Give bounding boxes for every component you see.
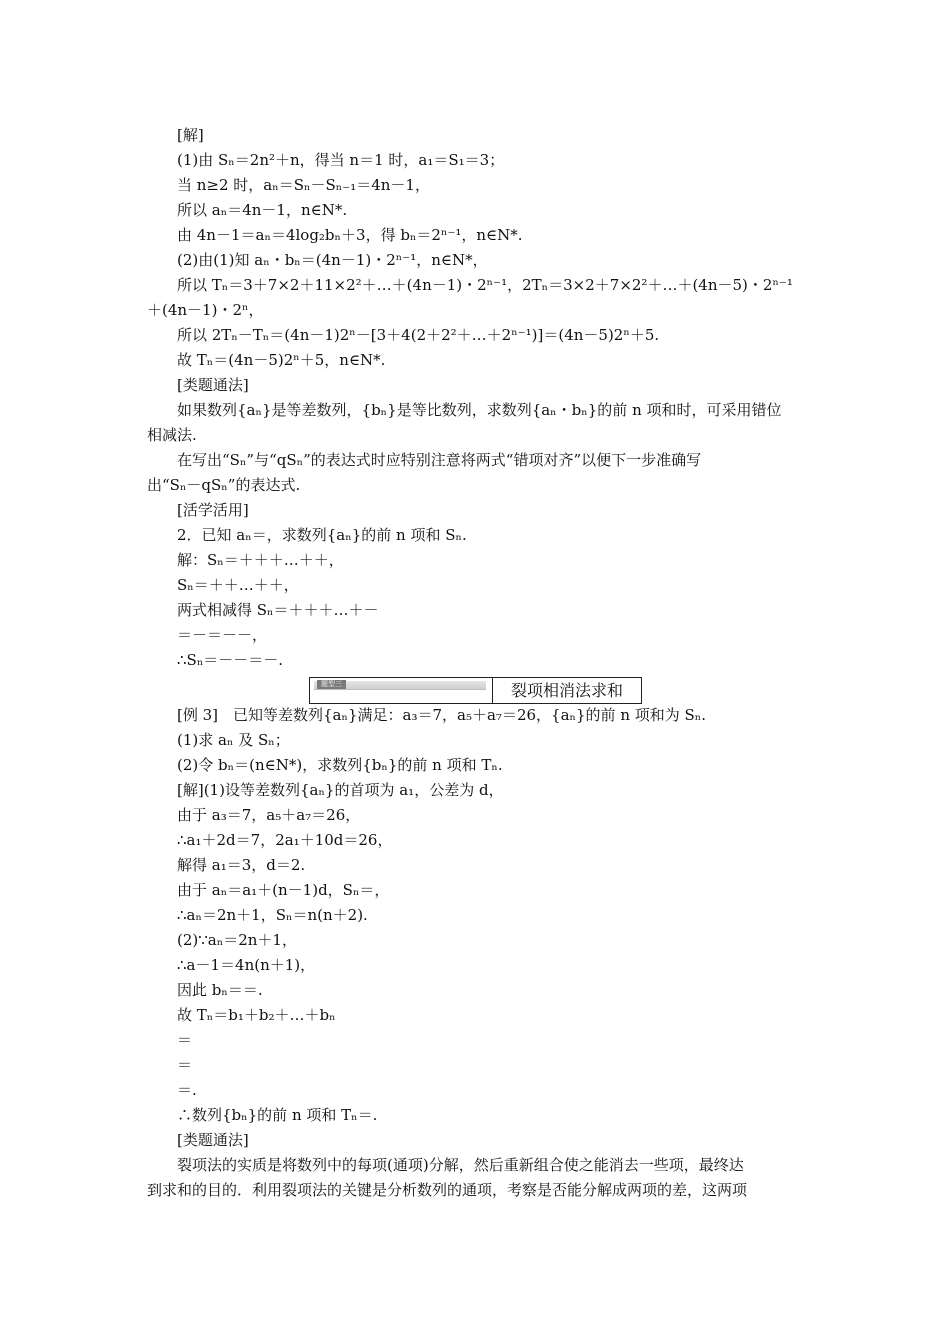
text-line: 由于 a₃＝7，a₅＋a₇＝26， bbox=[177, 806, 361, 824]
text-line: 解：Sₙ＝＋＋＋…＋＋， bbox=[177, 551, 344, 569]
text-line: (1)由 Sₙ＝2n²＋n，得当 n＝1 时，a₁＝S₁＝3； bbox=[177, 151, 505, 169]
section-tab-bar bbox=[314, 681, 486, 690]
text-line: ＝ bbox=[177, 1056, 193, 1074]
text-line: ∴数列{bₙ}的前 n 项和 Tₙ＝. bbox=[177, 1106, 378, 1124]
text-line: 出“Sₙ－qSₙ”的表达式. bbox=[147, 476, 301, 494]
text-line: 当 n≥2 时，aₙ＝Sₙ－Sₙ₋₁＝4n－1， bbox=[177, 176, 430, 194]
text-line: 故 Tₙ＝b₁＋b₂＋…＋bₙ bbox=[177, 1006, 336, 1024]
text-line: 由 4n－1＝aₙ＝4log₂bₙ＋3，得 bₙ＝2ⁿ⁻¹，n∈N*. bbox=[177, 226, 523, 244]
section-title: 裂项相消法求和 bbox=[510, 681, 623, 700]
text-line: 所以 aₙ＝4n－1，n∈N*. bbox=[177, 201, 348, 219]
text-line: 所以 2Tₙ－Tₙ＝(4n－1)2ⁿ－[3＋4(2＋2²＋…＋2ⁿ⁻¹)]＝(4n－5)2ⁿ＋5. bbox=[177, 326, 660, 344]
text-line: [类题通法] bbox=[177, 376, 249, 394]
text-line: [类题通法] bbox=[177, 1131, 249, 1149]
text-line: 故 Tₙ＝(4n－5)2ⁿ＋5，n∈N*. bbox=[177, 351, 386, 369]
text-line: Sₙ＝＋＋…＋＋， bbox=[177, 576, 299, 594]
text-line: ∴a₁＋2d＝7，2a₁＋10d＝26， bbox=[177, 831, 393, 849]
text-line: (2)令 bₙ＝(n∈N*)，求数列{bₙ}的前 n 项和 Tₙ. bbox=[177, 756, 503, 774]
text-line: [例 3] 已知等差数列{aₙ}满足：a₃＝7，a₅＋a₇＝26，{aₙ}的前 n 项和为 Sₙ. bbox=[177, 706, 707, 724]
text-line: 由于 aₙ＝a₁＋(n－1)d，Sₙ＝， bbox=[177, 881, 390, 899]
text-line: 到求和的目的．利用裂项法的关键是分析数列的通项，考察是否能分解成两项的差，这两项 bbox=[147, 1181, 748, 1199]
text-line: 2．已知 aₙ＝，求数列{aₙ}的前 n 项和 Sₙ. bbox=[177, 526, 467, 544]
text-line: 如果数列{aₙ}是等差数列，{bₙ}是等比数列，求数列{aₙ・bₙ}的前 n 项和时，可采用错位 bbox=[177, 401, 782, 419]
text-line: [解] bbox=[177, 126, 204, 144]
text-line: 两式相减得 Sₙ＝＋＋＋…＋－ bbox=[177, 601, 379, 619]
text-line: ∴aₙ＝2n＋1，Sₙ＝n(n＋2). bbox=[177, 906, 368, 924]
text-line: ∴Sₙ＝－－＝－. bbox=[177, 651, 284, 669]
text-line: ＝－＝－－， bbox=[177, 626, 268, 644]
text-line: (1)求 aₙ 及 Sₙ； bbox=[177, 731, 290, 749]
text-line: (2)由(1)知 aₙ・bₙ＝(4n－1)・2ⁿ⁻¹，n∈N*， bbox=[177, 251, 488, 269]
text-line: ＋(4n－1)・2ⁿ， bbox=[147, 301, 264, 319]
section-tab-label: 题型三 bbox=[317, 680, 346, 689]
text-line: 裂项法的实质是将数列中的每项(通项)分解，然后重新组合使之能消去一些项，最终达 bbox=[177, 1156, 744, 1174]
text-line: 因此 bₙ＝＝. bbox=[177, 981, 263, 999]
text-line: ＝ bbox=[177, 1031, 193, 1049]
section-banner bbox=[309, 677, 642, 704]
text-line: ＝. bbox=[177, 1081, 197, 1099]
section-tab bbox=[310, 678, 493, 703]
text-line: 解得 a₁＝3，d＝2. bbox=[177, 856, 306, 874]
text-line: [活学活用] bbox=[177, 501, 249, 519]
text-line: [解](1)设等差数列{aₙ}的首项为 a₁，公差为 d， bbox=[177, 781, 504, 799]
text-line: (2)∵aₙ＝2n＋1， bbox=[177, 931, 297, 949]
text-line: ∴a－1＝4n(n＋1)， bbox=[177, 956, 316, 974]
text-line: 在写出“Sₙ”与“qSₙ”的表达式时应特别注意将两式“错项对齐”以便下一步准确写 bbox=[177, 451, 702, 469]
text-line: 所以 Tₙ＝3＋7×2＋11×2²＋…＋(4n－1)・2ⁿ⁻¹，2Tₙ＝3×2＋7×2²＋…＋(4n－5)・2ⁿ⁻¹ bbox=[177, 276, 793, 294]
text-line: 相减法. bbox=[147, 426, 197, 444]
